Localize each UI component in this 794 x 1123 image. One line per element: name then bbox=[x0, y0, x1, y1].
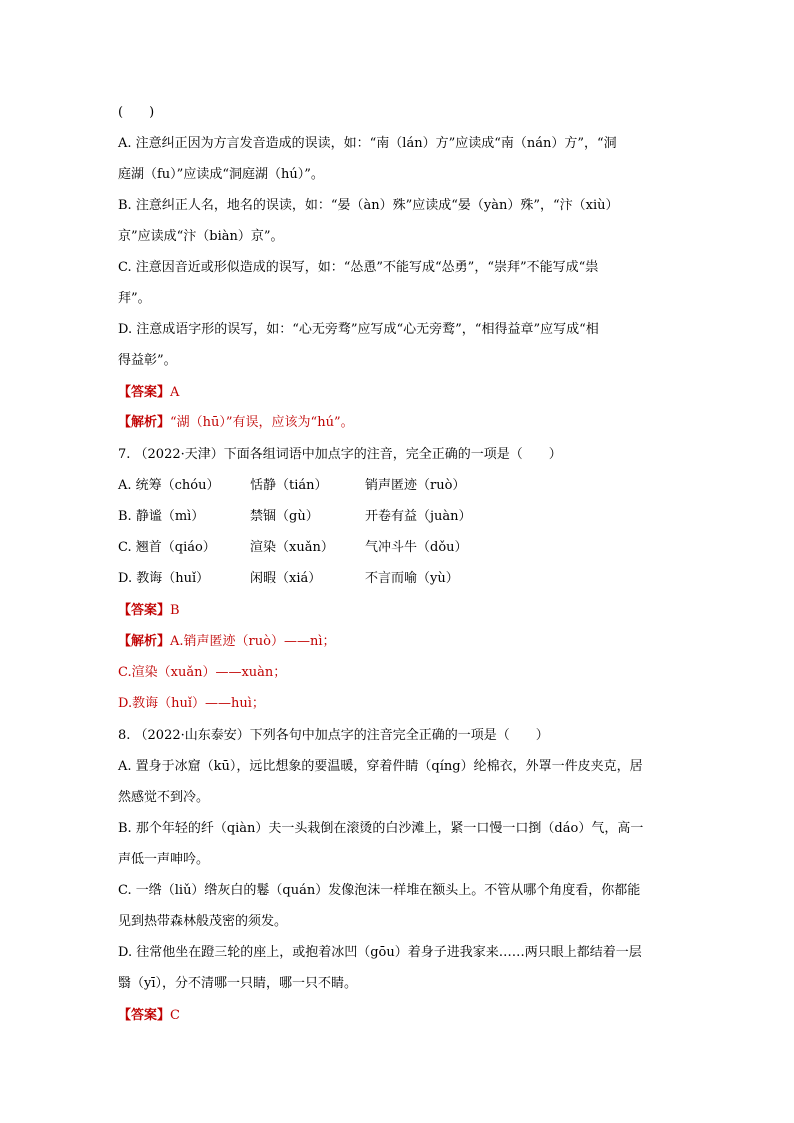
q7-analysis-3: D.教诲（huǐ）——huì； bbox=[118, 696, 265, 711]
analysis-text: A.销声匿迹（ruò）——nì； bbox=[170, 634, 336, 649]
q8-option-c-line1: C. 一绺（liǔ）绺灰白的鬈（quán）发像泡沫一样堆在额头上。不管从哪个角度看，你都能 bbox=[118, 883, 641, 898]
q7-b-item3: 开卷有益（juàn） bbox=[365, 509, 472, 524]
q7-c-item2: 渲染（xuǎn） bbox=[250, 540, 334, 555]
q6-option-a-line2: 庭湖（fu）”应读成“洞庭湖（hú）”。 bbox=[118, 167, 324, 182]
q6-option-b-line1: B. 注意纠正人名，地名的误读，如：“晏（àn）殊”应读成“晏（yàn）殊”，“汴（xiù） bbox=[118, 198, 619, 213]
q7-row-b bbox=[118, 508, 598, 526]
q7-b-item1: B. 静谧（mì） bbox=[118, 509, 205, 524]
q6-option-d-line2: 得益彰”。 bbox=[118, 353, 177, 368]
q7-row-c bbox=[118, 539, 598, 557]
q8-option-d-line1: D. 往常他坐在蹬三轮的座上，或抱着冰凹（gōu）着身子进我家来……两只眼上都结着一层 bbox=[118, 945, 642, 960]
q6-option-c-line1: C. 注意因音近或形似造成的误写，如：“怂恿”不能写成“怂勇”，“崇拜”不能写成“祟 bbox=[118, 260, 599, 275]
q7-answer bbox=[118, 602, 180, 620]
answer-value: C bbox=[170, 1008, 180, 1023]
q8-option-a-line2: 然感觉不到冷。 bbox=[118, 790, 210, 805]
answer-tag: 【答案】 bbox=[118, 603, 171, 618]
q8-option-c-line2: 见到热带森林般茂密的须发。 bbox=[118, 914, 288, 929]
q8-option-b-line2: 声低一声呻吟。 bbox=[118, 852, 210, 867]
q7-c-item1: C. 翘首（qiáo） bbox=[118, 540, 216, 555]
q7-a-item2: 恬静（tián） bbox=[250, 478, 328, 493]
q7-c-item3: 气冲斗牛（dǒu） bbox=[365, 540, 468, 555]
analysis-text: “湖（hū）”有误，应该为“hú”。 bbox=[170, 415, 354, 430]
q7-a-item3: 销声匿迹（ruò） bbox=[365, 478, 466, 493]
answer-tag: 【答案】 bbox=[118, 1008, 171, 1023]
q7-d-item3: 不言而喻（yù） bbox=[365, 571, 459, 586]
answer-tag: 【答案】 bbox=[118, 385, 171, 400]
q6-option-a-line1: A. 注意纠正因为方言发音造成的误读，如：“南（lán）方”应读成“南（nán）方”，“洞 bbox=[118, 136, 617, 151]
analysis-tag: 【解析】 bbox=[118, 415, 171, 430]
q6-answer bbox=[118, 384, 179, 402]
q7-stem: 7. （2022·天津）下面各组词语中加点字的注音，完全正确的一项是（ ） bbox=[118, 447, 562, 462]
q7-analysis-2: C.渲染（xuǎn）——xuàn； bbox=[118, 665, 287, 680]
q8-answer bbox=[118, 1007, 180, 1025]
q8-stem: 8. （2022·山东泰安）下列各句中加点字的注音完全正确的一项是（ ） bbox=[118, 728, 549, 743]
q8-option-d-line2: 翳（yī），分不清哪一只睛，哪一只不睛。 bbox=[118, 976, 358, 991]
q6-analysis bbox=[118, 414, 354, 432]
q6-option-b-line2: 京”应读成“汴（biàn）京”。 bbox=[118, 229, 284, 244]
q7-row-a bbox=[118, 477, 598, 495]
q8-option-a-line1: A. 置身于冰窟（kū），远比想象的要温暖，穿着件睛（qíng）纶棉衣，外罩一件皮夹克，居 bbox=[118, 759, 643, 774]
q8-option-b-line1: B. 那个年轻的纤（qiàn）夫一头栽倒在滚烫的白沙滩上，紧一口慢一口捯（dáo）气，高一 bbox=[118, 821, 644, 836]
q6-paren: ( ) bbox=[118, 105, 155, 120]
answer-value: A bbox=[170, 385, 180, 400]
q6-option-c-line2: 拜”。 bbox=[118, 291, 151, 306]
answer-value: B bbox=[170, 603, 180, 618]
q7-d-item2: 闲暇（xiá） bbox=[250, 571, 322, 586]
q7-d-item1: D. 教诲（huǐ） bbox=[118, 571, 210, 586]
q7-row-d bbox=[118, 570, 598, 588]
q7-a-item1: A. 统筹（chóu） bbox=[118, 478, 220, 493]
q6-option-d-line1: D. 注意成语字形的误写，如：“心无旁骛”应写成“心无旁鹜”，“相得益章”应写成“相 bbox=[118, 322, 599, 337]
q7-b-item2: 禁锢（gù） bbox=[250, 509, 319, 524]
q7-analysis-1 bbox=[118, 633, 335, 651]
analysis-tag: 【解析】 bbox=[118, 634, 171, 649]
